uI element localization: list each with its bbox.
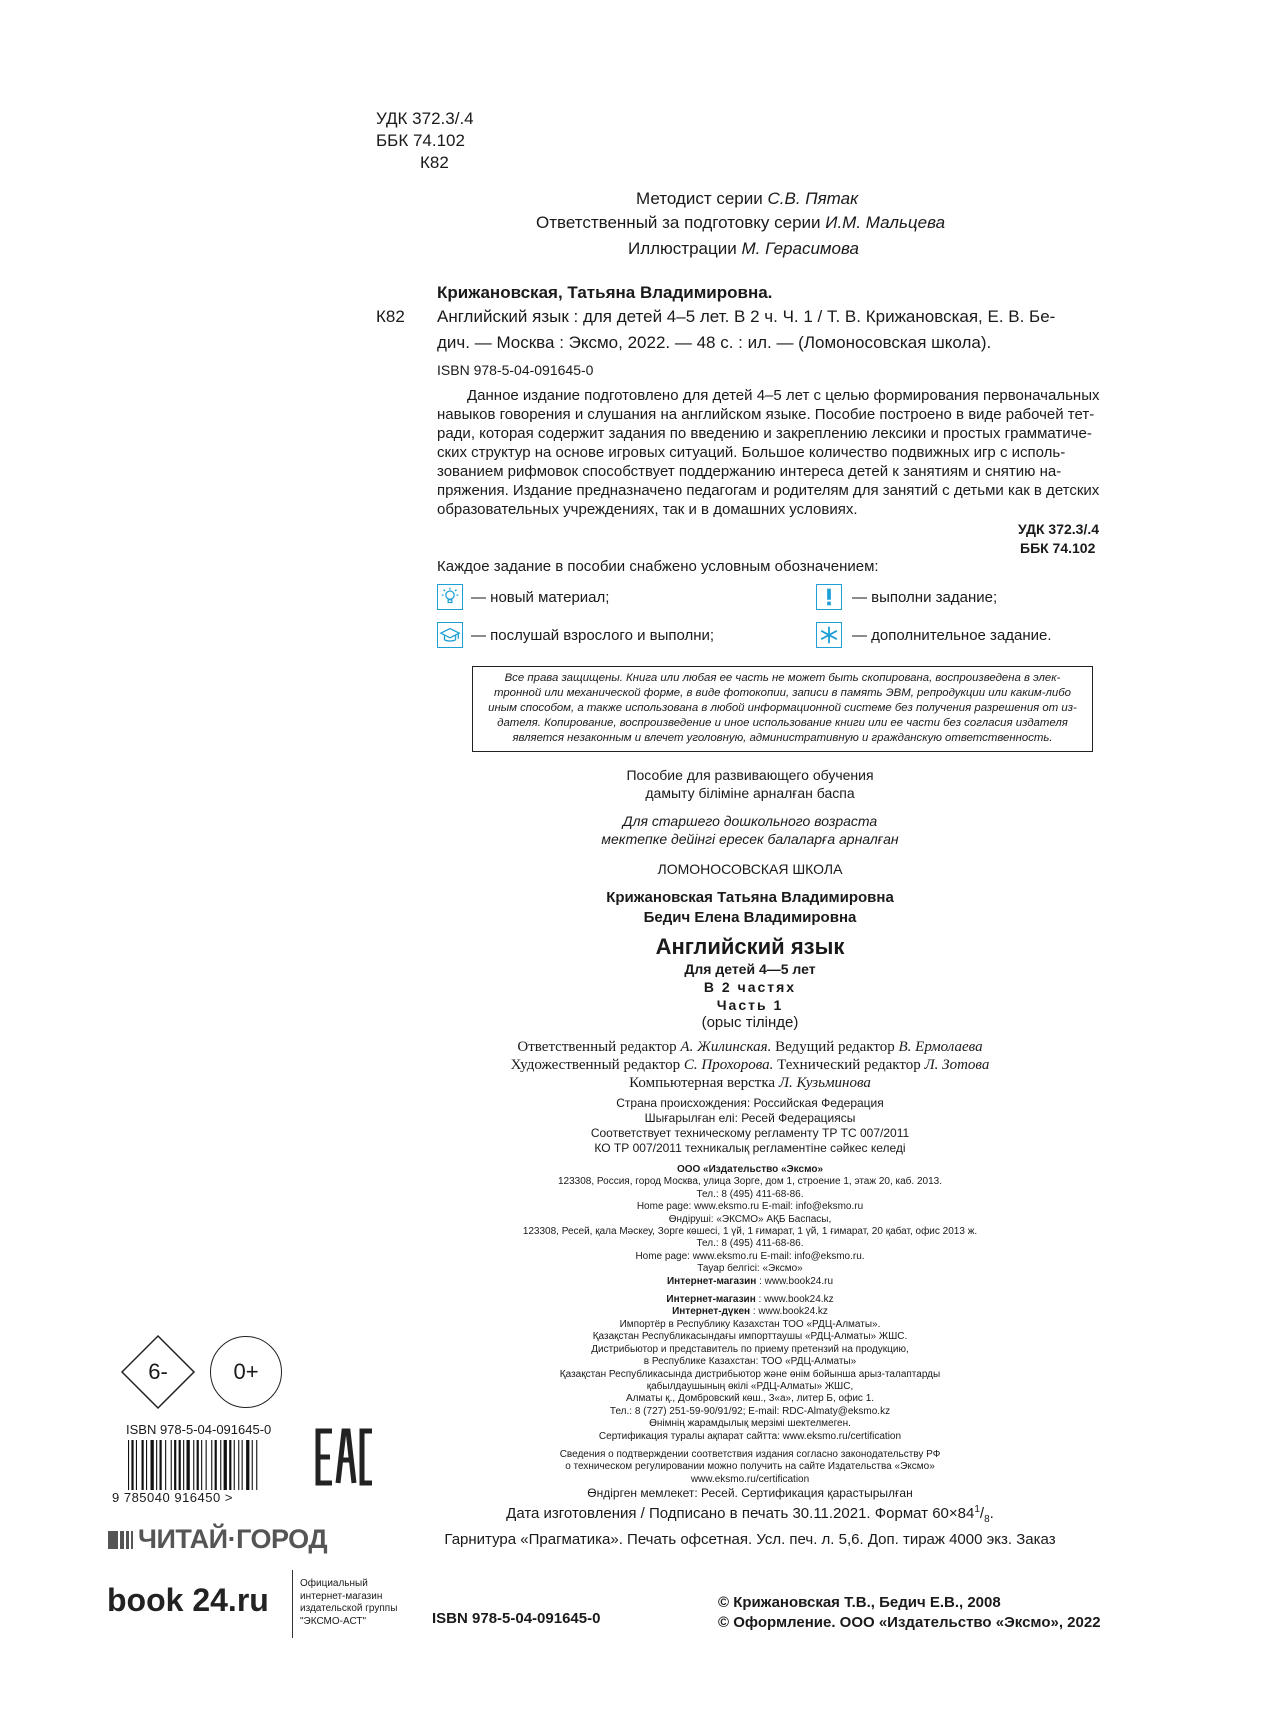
publisher-line: Home page: www.eksmo.ru E-mail: info@eksmo.ru	[636, 1201, 864, 1213]
book-subtitle-part: Часть 1	[716, 997, 784, 1013]
abstract-line: ради, которая содержит задания по введению и закреплению лексики и простых грамматиче-	[437, 425, 1092, 442]
publisher-line: www.eksmo.ru/certification	[690, 1473, 810, 1485]
editor-name: Л. Зотова	[924, 1057, 990, 1073]
responsible-name: И.М. Мальцева	[825, 213, 946, 232]
barcode-bar	[246, 1440, 249, 1490]
publisher-line: Тел.: 8 (495) 411-68-86.	[696, 1188, 804, 1200]
book-title: Английский язык	[655, 934, 845, 959]
editor-label: Художественный редактор	[510, 1057, 681, 1073]
exclamation-icon	[816, 584, 842, 610]
catalog-author: Крижановская, Татьяна Владимировна.	[437, 283, 773, 302]
cert-line: Өндірген мемлекет: Ресей. Сертификация қарастырылған	[587, 1486, 913, 1500]
age-label: 6-	[148, 1359, 168, 1384]
shop-label: Интернет-дүкен	[672, 1306, 751, 1318]
barcode-bar	[252, 1440, 253, 1490]
publisher-name: ООО «Издательство «Эксмо»	[676, 1164, 824, 1175]
barcode-bar	[183, 1440, 184, 1490]
imprint	[450, 766, 1050, 1032]
abstract-line: навыков говорения и слушания на английском языке. Пособие построено в виде рабочей тет-	[437, 406, 1095, 423]
author-mark: К82	[420, 153, 449, 172]
fraction-num: 1	[974, 1504, 980, 1515]
abstract-line: образовательных учреждениях, так и в домашних условиях.	[437, 501, 858, 518]
shop-url: : www.book24.kz	[750, 1306, 828, 1318]
illustr-label: Иллюстрации	[628, 239, 737, 258]
barcode-bar	[174, 1440, 176, 1490]
editor-label: Компьютерная верстка	[629, 1075, 776, 1091]
publisher-line: Тел.: 8 (495) 411-68-86.	[696, 1238, 804, 1250]
barcode-bar	[136, 1440, 137, 1490]
caption-line: Официальный	[300, 1578, 368, 1589]
print-info: Дата изготовления / Подписано в печать 30.11.2021. Формат $60\times 84^1/_8$. Гарнитура «Прагматика». Печать офсетная. Усл. печ. л. 5,6. Доп. тираж 4000 экз. Заказ	[400, 1500, 1100, 1550]
publisher-line: Өнімнің жарамдылық мерзімі шектелмеген.	[649, 1418, 851, 1430]
print-dot: .	[989, 1505, 994, 1522]
catalog-isbn: ISBN 978-5-04-091645-0	[437, 362, 594, 378]
barcode-bar	[171, 1440, 172, 1490]
publisher-block	[450, 1164, 1050, 1486]
legend-text: — выполни задание;	[852, 589, 998, 606]
barcode-bar	[187, 1440, 190, 1490]
barcode-bar	[242, 1440, 243, 1490]
copyright-1: © Крижановская Т.В., Бедич Е.В., 2008	[718, 1594, 1001, 1611]
abstract-line: зованием рифмовок способствует поддержанию интереса детей к занятиям и снятию на-	[437, 463, 1062, 480]
times-sign: ×	[948, 1505, 958, 1522]
editors	[420, 1038, 1080, 1092]
methodist-name: С.В. Пятак	[767, 189, 859, 208]
fraction-den: 8	[984, 1514, 990, 1525]
catalog-abstract	[437, 386, 1117, 519]
barcode-bar	[229, 1440, 231, 1490]
legend-intro: Каждое задание в пособии снабжено условным обозначением:	[437, 558, 879, 575]
legend-text: — дополнительное задание.	[852, 627, 1052, 644]
isbn-small: ISBN 978-5-04-091645-0	[126, 1422, 272, 1437]
editor-name: Л. Кузьминова	[778, 1075, 871, 1091]
book-subtitle-age: Для детей 4—5 лет	[684, 961, 816, 977]
publisher-line: Қазақстан Республикасындағы импорттаушы «РДЦ-Алматы» ЖШС.	[592, 1331, 908, 1343]
purpose-kz: дамыту біліміне арналған баспа	[645, 785, 855, 801]
udk-code: УДК 372.3/.4	[376, 109, 474, 128]
caption-line: "ЭКСМО-АСТ"	[300, 1615, 366, 1627]
barcode-bar	[160, 1440, 162, 1490]
barcode-bar	[146, 1440, 147, 1490]
barcode-bar	[128, 1440, 129, 1490]
shop-label: Интернет-магазин	[666, 1275, 757, 1287]
barcode-bar	[234, 1440, 235, 1490]
graduation-cap-icon	[437, 622, 463, 648]
abstract-line: ских структур на основе игровых ситуаций. Большое количество подвижных игр с исполь-	[437, 444, 1066, 461]
barcode-bar	[224, 1440, 227, 1490]
book24-caption	[300, 1578, 397, 1628]
print-line: Гарнитура «Прагматика». Печать офсетная. Усл. печ. л. 5,6. Доп. тираж 4000 экз. Заказ	[444, 1531, 1056, 1548]
barcode-digits: 9 785040 916450 >	[112, 1490, 233, 1505]
caption-line: интернет-магазин	[300, 1590, 383, 1602]
barcode-bar	[220, 1440, 221, 1490]
rights-line: тронной или механической форме, в виде фотокопии, записи в память ЭВМ, репродукции или каким-либо	[493, 687, 1072, 699]
barcode-bar	[238, 1440, 239, 1490]
editor-name: С. Прохорова.	[683, 1057, 774, 1073]
illustr-name: М. Герасимова	[741, 239, 859, 258]
barcode	[126, 1440, 282, 1490]
book-language: (орыс тілінде)	[701, 1014, 799, 1031]
divider	[292, 1570, 293, 1638]
editor-label: Ведущий редактор	[775, 1039, 895, 1055]
barcode-bar	[193, 1440, 194, 1490]
barcode-bar	[151, 1440, 154, 1490]
legend-text: — новый материал;	[471, 589, 610, 606]
publisher-line: Импортёр в Республику Казахстан ТОО «РДЦ-Алматы».	[619, 1318, 881, 1330]
barcode-bar	[197, 1440, 199, 1490]
book-subtitle-parts: В 2 частях	[703, 979, 797, 995]
barcode-bar	[211, 1440, 212, 1490]
origin-line: Страна происхождения: Российская Федерация	[616, 1096, 884, 1110]
age-rating-0	[210, 1336, 282, 1408]
publisher-line: Home page: www.eksmo.ru E-mail: info@eksmo.ru.	[635, 1250, 865, 1262]
print-line: Дата изготовления / Подписано в печать 30.11.2021. Формат 60	[506, 1505, 949, 1522]
barcode-bar	[201, 1440, 202, 1490]
publisher-line: Сведения о подтверждении соответствия издания согласно законодательству РФ	[559, 1448, 941, 1460]
caption-line: издательской группы	[300, 1603, 398, 1614]
age-rating-6	[120, 1334, 196, 1410]
methodist-label: Методист серии	[636, 189, 763, 208]
series-name: ЛОМОНОСОВСКАЯ ШКОЛА	[657, 861, 843, 877]
publisher-line: қабылдаушының өкілі «РДЦ-Алматы» ЖШС,	[646, 1380, 854, 1392]
rights-line: иным способом, а также использована в любой информационной системе без получения разрешения от из-	[488, 702, 1077, 714]
catalog-line2: дич. — Москва : Эксмо, 2022. — 48 с. : ил. — (Ломоносовская школа).	[437, 333, 992, 352]
shop-label: Интернет-магазин	[666, 1294, 756, 1306]
publisher-line: Дистрибьютор и представитель по приему претензий на продукцию,	[591, 1343, 909, 1355]
barcode-bar	[179, 1440, 181, 1490]
asterisk-icon	[816, 622, 842, 648]
barcode-bar	[156, 1440, 157, 1490]
barcode-bar	[206, 1440, 207, 1490]
purpose-ru: Пособие для развивающего обучения	[626, 767, 874, 783]
copyright-2: © Оформление. ООО «Издательство «Эксмо», 2022	[718, 1614, 1101, 1631]
print-format: 84	[957, 1505, 975, 1522]
publisher-line: о техническом регулировании можно получить на сайте Издательства «Эксмо»	[565, 1461, 935, 1473]
legend-text: — послушай взрослого и выполни;	[471, 627, 715, 644]
origin-line: Соответствует техническому регламенту ТР ТС 007/2011	[590, 1126, 910, 1140]
abstract-line: Данное издание подготовлено для детей 4–5 лет с целью формирования первоначальных	[467, 387, 1100, 404]
age-label: 0+	[233, 1359, 259, 1384]
catalog-udk: УДК 372.3/.4	[1018, 521, 1100, 537]
publisher-line: в Республике Казахстан: ТОО «РДЦ-Алматы»	[643, 1356, 857, 1368]
editor-name: А. Жилинская.	[680, 1039, 772, 1055]
bbk-code: ББК 74.102	[376, 131, 465, 150]
eac-mark	[314, 1428, 376, 1486]
barcode-bar	[215, 1440, 217, 1490]
rights-line: является незаконным и влечет уголовную, административную и гражданскую ответственность.	[512, 732, 1053, 744]
origin-line: Шығарылған елі: Ресей Федерациясы	[644, 1111, 856, 1125]
age-kz: мектепке дейінгі ересек балаларға арналған	[601, 831, 899, 847]
editor-name: В. Ермолаева	[898, 1039, 983, 1055]
editor-label: Технический редактор	[777, 1057, 921, 1073]
shop-url: : www.book24.kz	[755, 1294, 834, 1306]
chitai-gorod-logo	[108, 1524, 327, 1555]
author1: Крижановская Татьяна Владимировна	[606, 889, 894, 906]
barcode-bar	[142, 1440, 144, 1490]
catalog-code: К82	[376, 307, 405, 326]
barcode-bar	[256, 1440, 257, 1490]
publisher-line: Тауар белгісі: «Эксмо»	[697, 1263, 803, 1275]
publisher-line: 123308, Ресей, қала Мәскеу, Зорге көшесі, 1 үй, 1 ғимарат, 1 үй, 1 ғимарат, 20 қабат, офис 2013 ж.	[522, 1226, 978, 1238]
author2: Бедич Елена Владимировна	[643, 909, 857, 926]
isbn-big: ISBN 978-5-04-091645-0	[432, 1610, 601, 1627]
publisher-line: Қазақстан Республикасында дистрибьютор және өнім бойынша арыз-талаптарды	[559, 1368, 941, 1380]
rights-line: дателя. Копирование, воспроизведение и иное использование книги или ее части без согласия издателя	[497, 717, 1068, 729]
abstract-line: пряжения. Издание предназначено педагогам и родителям для занятий с детьми как в детских	[437, 482, 1100, 499]
origin-line: КО ТР 007/2011 техникалық регламентіне сәйкес келеді	[594, 1141, 906, 1155]
editor-label: Ответственный редактор	[517, 1039, 677, 1055]
catalog-bbk: ББК 74.102	[1020, 540, 1096, 556]
book24-logo: book 24.ru	[107, 1582, 269, 1618]
lightbulb-icon	[437, 584, 463, 610]
barcode-bar	[131, 1440, 133, 1490]
responsible-label: Ответственный за подготовку серии	[536, 213, 821, 232]
publisher-line: 123308, Россия, город Москва, улица Зорге, дом 1, строение 1, этаж 20, каб. 2013.	[558, 1176, 942, 1188]
barcode-bar	[165, 1440, 166, 1490]
catalog-line1: Английский язык : для детей 4–5 лет. В 2 ч. Ч. 1 / Т. В. Крижановская, Е. В. Бе-	[437, 307, 1056, 326]
rights-box	[472, 666, 1093, 752]
publisher-line: Тел.: 8 (727) 251-59-90/91/92; E-mail: RDC-Almaty@eksmo.kz	[609, 1405, 891, 1417]
publisher-line: Алматы қ., Домбровский көш., 3«а», литер Б, офис 1.	[625, 1393, 875, 1405]
shop-url: : www.book24.ru	[756, 1275, 834, 1287]
chitai-gorod-text: ЧИТАЙ·ГОРОД	[138, 1524, 328, 1554]
age-ru: Для старшего дошкольного возраста	[622, 813, 878, 829]
publisher-line: Сертификация туралы ақпарат сайтта: www.eksmo.ru/certification	[598, 1430, 902, 1442]
udk-block	[376, 108, 474, 174]
rights-line: Все права защищены. Книга или любая ее часть не может быть скопирована, воспроизведена в элек-	[504, 672, 1061, 684]
publisher-line: Өндіруші: «ЭКСМО» АҚБ Баспасы,	[668, 1213, 832, 1225]
origin	[420, 1096, 1080, 1156]
